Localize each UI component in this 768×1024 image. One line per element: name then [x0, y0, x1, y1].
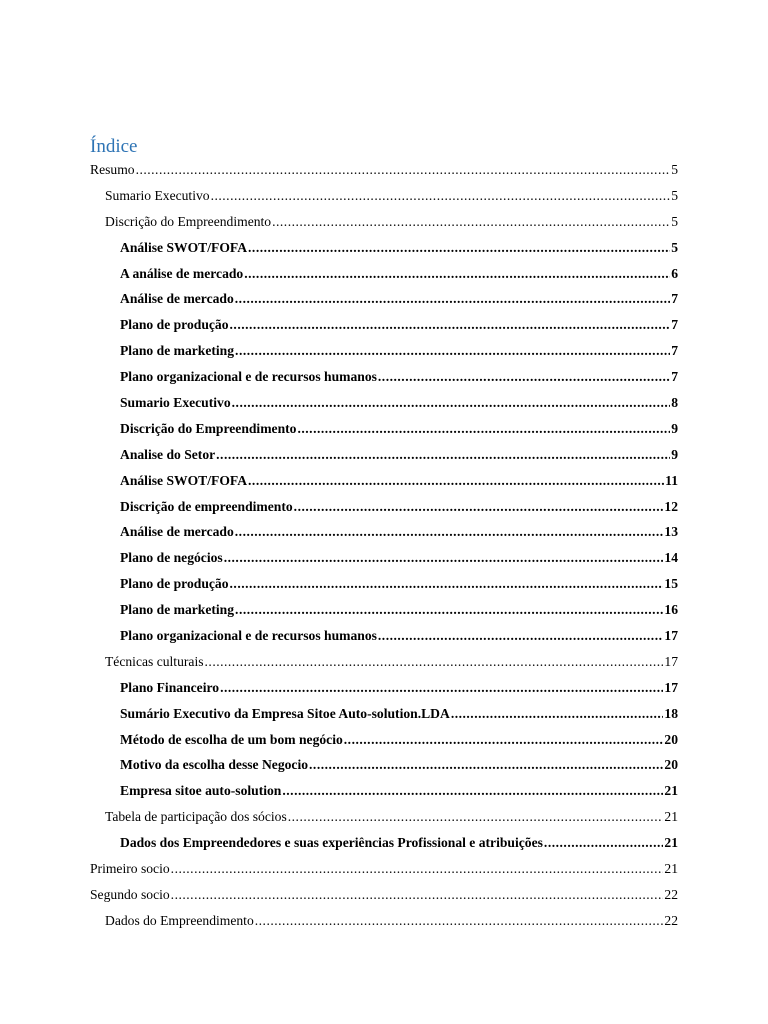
toc-entry-label: Discrição de empreendimento	[120, 498, 293, 514]
toc-entry-label: Plano de marketing	[120, 602, 235, 618]
toc-entry-page-number: 22	[664, 912, 678, 928]
toc-dot-leader	[451, 701, 664, 727]
toc-entry-label: Resumo	[90, 162, 135, 177]
toc-entry-page-number: 7	[671, 369, 678, 385]
toc-entry[interactable]	[90, 545, 678, 571]
toc-entry[interactable]	[90, 649, 678, 675]
toc-entry-page-number: 17	[664, 653, 678, 669]
toc-dot-leader	[235, 519, 664, 545]
toc-entry-label: Plano organizacional e de recursos humanos	[120, 628, 377, 644]
toc-dot-leader	[294, 494, 664, 520]
toc-dot-leader	[211, 183, 671, 209]
toc-entry[interactable]	[90, 416, 678, 442]
toc-entry-label: Análise de mercado	[120, 291, 234, 307]
toc-entry-page-number: 17	[664, 628, 678, 644]
toc-entry-label: Técnicas culturais	[105, 653, 204, 669]
toc-entry-label: Análise SWOT/FOFA	[120, 239, 248, 255]
toc-entry-page-number: 21	[664, 861, 678, 877]
toc-entry-page-number: 5	[671, 213, 678, 229]
toc-entry[interactable]	[90, 183, 678, 209]
toc-dot-leader	[378, 364, 670, 390]
toc-entry[interactable]	[90, 235, 678, 261]
toc-entry-page-number: 6	[671, 265, 678, 281]
toc-dot-leader	[235, 286, 670, 312]
toc-entry-label: Plano de marketing	[120, 343, 235, 359]
toc-entry-label: Dados do Empreendimento	[105, 912, 254, 928]
toc-entry-page-number: 9	[671, 446, 678, 462]
toc-entry-page-number: 21	[664, 809, 678, 825]
toc-entry[interactable]	[90, 442, 678, 468]
toc-entry-label: Analise do Setor	[120, 446, 216, 462]
toc-entry[interactable]	[90, 727, 678, 753]
toc-entry-page-number: 8	[671, 395, 678, 411]
toc-entry-label: Análise de mercado	[120, 524, 234, 540]
toc-title: Índice	[90, 136, 138, 157]
toc-entry-label: Tabela de participação dos sócios	[105, 809, 287, 825]
toc-entry-label: A análise de mercado	[120, 265, 244, 281]
toc-entry-label: Análise SWOT/FOFA	[120, 472, 248, 488]
toc-entry[interactable]	[90, 675, 678, 701]
toc-entry[interactable]	[90, 390, 678, 416]
toc-dot-leader	[309, 752, 663, 778]
toc-dot-leader	[344, 727, 664, 753]
toc-entry[interactable]	[90, 908, 678, 934]
toc-entry[interactable]	[90, 701, 678, 727]
toc-entry[interactable]	[90, 338, 678, 364]
toc-dot-leader	[297, 416, 670, 442]
toc-dot-leader	[282, 778, 663, 804]
toc-dot-leader	[244, 261, 670, 287]
toc-dot-leader	[136, 157, 671, 183]
toc-entry[interactable]	[90, 494, 678, 520]
toc-dot-leader	[272, 209, 670, 235]
toc-entry-label: Motivo da escolha desse Negocio	[120, 757, 309, 773]
toc-entry[interactable]	[90, 597, 678, 623]
toc-entry-page-number: 20	[664, 757, 678, 773]
toc-dot-leader	[230, 312, 671, 338]
toc-entry[interactable]	[90, 157, 678, 183]
toc-entry-page-number: 7	[671, 317, 678, 333]
toc-entry-page-number: 18	[664, 705, 678, 721]
toc-dot-leader	[235, 338, 670, 364]
toc-dot-leader	[255, 908, 664, 934]
toc-entry-page-number: 21	[664, 835, 678, 851]
toc-entry-page-number: 5	[671, 239, 678, 255]
toc-entry-page-number: 12	[664, 498, 678, 514]
toc-entry[interactable]	[90, 804, 678, 830]
toc-entry-label: Empresa sitoe auto-solution	[120, 783, 282, 799]
toc-entry-label: Segundo socio	[90, 886, 170, 902]
toc-dot-leader	[205, 649, 664, 675]
toc-entry-page-number: 20	[664, 731, 678, 747]
toc-entry[interactable]	[90, 571, 678, 597]
toc-dot-leader	[230, 571, 664, 597]
toc-entry-page-number: 7	[671, 291, 678, 307]
toc-entry[interactable]	[90, 209, 678, 235]
toc-entry-page-number: 15	[664, 576, 678, 592]
toc-dot-leader	[171, 856, 664, 882]
toc-dot-leader	[220, 675, 663, 701]
toc-entry-page-number: 21	[664, 783, 678, 799]
toc-entry-page-number: 13	[664, 524, 678, 540]
table-of-contents	[90, 157, 678, 934]
toc-entry-label: Plano de produção	[120, 317, 229, 333]
toc-entry[interactable]	[90, 312, 678, 338]
toc-entry[interactable]	[90, 364, 678, 390]
toc-dot-leader	[288, 804, 664, 830]
toc-entry[interactable]	[90, 882, 678, 908]
toc-entry[interactable]	[90, 856, 678, 882]
toc-dot-leader	[248, 468, 664, 494]
toc-entry[interactable]	[90, 286, 678, 312]
toc-entry-label: Discrição do Empreendimento	[105, 213, 272, 229]
toc-entry-page-number: 17	[664, 679, 678, 695]
toc-dot-leader	[235, 597, 663, 623]
toc-entry-label: Primeiro socio	[90, 861, 170, 877]
toc-entry-label: Método de escolha de um bom negócio	[120, 731, 343, 747]
toc-entry-label: Plano Financeiro	[120, 679, 220, 695]
toc-entry-page-number: 7	[671, 343, 678, 359]
toc-entry-page-number: 9	[671, 420, 678, 436]
toc-entry-label: Plano de produção	[120, 576, 229, 592]
toc-dot-leader	[248, 235, 670, 261]
toc-entry-label: Discrição do Empreendimento	[120, 420, 297, 436]
toc-entry-label: Plano organizacional e de recursos humanos	[120, 369, 377, 385]
toc-entry-page-number: 14	[664, 550, 678, 566]
toc-entry-page-number: 5	[671, 162, 678, 177]
toc-entry[interactable]	[90, 830, 678, 856]
toc-dot-leader	[378, 623, 664, 649]
toc-dot-leader	[544, 830, 663, 856]
toc-entry-page-number: 16	[664, 602, 678, 618]
toc-dot-leader	[216, 442, 670, 468]
toc-entry[interactable]	[90, 752, 678, 778]
toc-dot-leader	[224, 545, 664, 571]
toc-entry-label: Sumário Executivo da Empresa Sitoe Auto-solution.LDA	[120, 705, 450, 721]
toc-entry-page-number: 22	[664, 886, 678, 902]
toc-entry[interactable]	[90, 468, 678, 494]
toc-entry-page-number: 5	[671, 187, 678, 203]
toc-entry-label: Sumario Executivo	[105, 187, 210, 203]
toc-entry[interactable]	[90, 623, 678, 649]
toc-entry-label: Sumario Executivo	[120, 395, 231, 411]
toc-entry[interactable]	[90, 519, 678, 545]
toc-dot-leader	[171, 882, 664, 908]
toc-entry[interactable]	[90, 778, 678, 804]
toc-dot-leader	[232, 390, 671, 416]
toc-entry-page-number: 11	[665, 472, 678, 488]
toc-entry-label: Dados dos Empreendedores e suas experiências Profissional e atribuições	[120, 835, 543, 851]
toc-entry-label: Plano de negócios	[120, 550, 223, 566]
toc-entry[interactable]	[90, 261, 678, 287]
